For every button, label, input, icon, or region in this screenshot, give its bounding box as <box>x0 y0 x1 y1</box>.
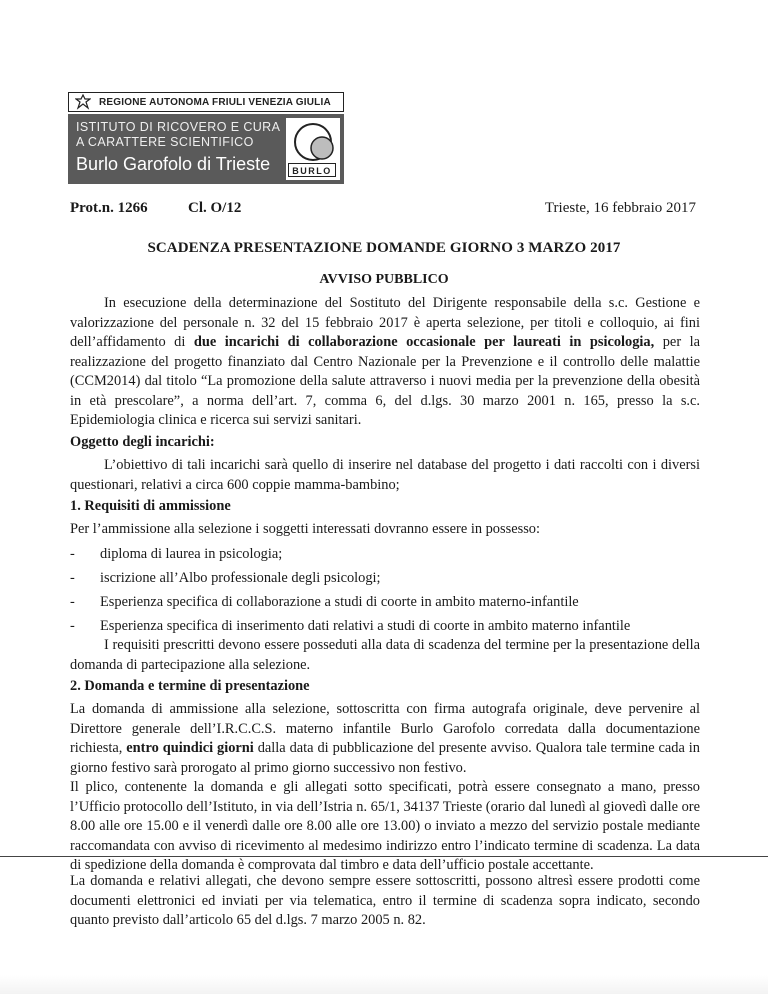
classification: Cl. O/12 <box>188 200 242 216</box>
scan-divider <box>0 856 768 857</box>
section-1-title: 1. Requisiti di ammissione <box>70 498 231 514</box>
protocol-number: Prot.n. 1266 <box>70 200 148 216</box>
notice-title: AVVISO PUBBLICO <box>319 272 449 287</box>
institute-line-2: A CARATTERE SCIENTIFICO <box>76 135 254 149</box>
oggetto-text: L’obiettivo di tali incarichi sarà quello di inserire nel database del progetto i dati raccolti con i diversi questionari, relativi a circa 600 coppie mamma-bambino; <box>70 457 700 493</box>
scan-shadow <box>0 975 768 994</box>
section-2-paragraph-3: La domanda e relativi allegati, che devono sempre essere sottoscritti, possono altresì essere prodotti come documenti elettronici ed inviati per via telematica, entro il termine di scadenza sopra indicato, secondo quanto previsto dall’articolo 65 del d.lgs. 7 marzo 2005 n. 82. <box>70 873 700 928</box>
intro-text-2: per la realizzazione del progetto finanziato dal Centro Nazionale per la Prevenzione e il controllo delle malattie (CCM2014) dal titolo “La promozione della salute attraverso i nuovi media per la prevenzione della obesità in età prescolare”, a norma dell’art. 7, comma 6, del d.lgs. 30 marzo 2001 n. 165, presso la s.c. Epidemiologia clinica e ricerca sui servizi sanitari. <box>70 334 700 428</box>
oggetto-title: Oggetto degli incarichi: <box>70 434 215 450</box>
institution-logo <box>68 92 344 184</box>
intro-bold: due incarichi di collaborazione occasionale per laureati in psicologia, <box>193 334 655 350</box>
institute-line-1: ISTITUTO DI RICOVERO E CURA <box>76 120 281 134</box>
section-2-text-1: La domanda di ammissione alla selezione, sottoscritta con firma autografa originale, deve pervenire al Direttore generale dell’I.R.C.C.S. materno infantile Burlo Garofolo corredata dalla documentazione richiesta, <box>70 701 700 756</box>
section-2-title: 2. Domanda e termine di presentazione <box>70 678 310 694</box>
region-banner <box>68 92 344 112</box>
region-name: REGIONE AUTONOMA FRIULI VENEZIA GIULIA <box>99 96 331 108</box>
section-2-paragraph-2: Il plico, contenente la domanda e gli allegati sotto specificati, potrà essere consegnato a mano, presso l’Ufficio protocollo dell’Istituto, in via dell’Istria n. 65/1, 34137 Trieste (orario dal lunedì al giovedì dalle ore 8.00 alle ore 15.00 e il venerdì dalle ore 8.00 alle ore 13.00) o inviato a mezzo del servizio postale mediante raccomandata con avviso di ricevimento al medesimo indirizzo entro l’indicato termine di scadenza. La data di spedizione della domanda è comprovata dal timbro e data dell’ufficio postale accettante. <box>70 779 700 873</box>
regional-crest-icon <box>73 93 93 111</box>
document-date: Trieste, 16 febbraio 2017 <box>544 200 696 216</box>
hospital-name: Burlo Garofolo di Trieste <box>76 154 271 174</box>
section-1-closing: I requisiti prescritti devono essere posseduti alla data di scadenza del termine per la presentazione della domanda di partecipazione alla selezione. <box>70 637 700 673</box>
deadline-heading: SCADENZA PRESENTAZIONE DOMANDE GIORNO 3 MARZO 2017 <box>147 240 621 256</box>
section-2-bold: entro quindici giorni <box>126 740 254 756</box>
institute-panel <box>68 114 344 184</box>
document-page: REGIONE AUTONOMA FRIULI VENEZIA GIULIA ISTITUTO DI RICOVERO E CURA A CARATTERE SCIENTIFICO Burlo Garofolo di Trieste BURLO Prot.n. 1266 Cl. O/12 Trieste, 16 febbraio 2017 SCADENZA PRESENTAZIONE DOMANDE GIORNO 3 MARZO 2017 AVVISO PUBBLICO In esecuzione della determinazione del Sostituto del Dirigente responsabile della s.c. Gestione e valorizzazione del personale n. 32 del 15 febbraio 2017 è aperta selezione, per titoli e colloquio, ai fini dell’affidamento di due incarichi di collaborazione occasionale per laureati in psicologia, per la realizzazione del progetto finanziato dal Centro Nazionale per la Prevenzione e il controllo delle malattie (CCM2014) dal titolo “La promozione della salute attraverso i nuovi media per la prevenzione della obesità in età prescolare”, a norma dell’art. 7, comma 6, del d.lgs. 30 marzo 2001 n. 165, presso la s.c. Epidemiologia clinica e ricerca sui servizi sanitari. Oggetto degli incarichi: L’obiettivo di tali incarichi sarà quello di inserire nel database del progetto i dati raccolti con i diversi questionari, relativi a circa 600 coppie mamma-bambino; 1. Requisiti di ammissione Per l’ammissione alla selezione i soggetti interessati dovranno essere in possesso: - diploma di laurea in psicologia; - iscrizione all’Albo professionale degli psicologi; - Esperienza specifica di collaborazione a studi di coorte in ambito materno-infantile - Esperienza specifica di inserimento dati relativi a studi di coorte in ambito materno infantile I requisiti prescritti devono essere posseduti alla data di scadenza del termine per la presentazione della domanda di partecipazione alla selezione. 2. Domanda e termine di presentazione La domanda di ammissione alla selezione, sottoscritta con firma autografa originale, deve pervenire al Direttore generale dell’I.R.C.C.S. materno infantile Burlo Garofolo corredata dalla documentazione richiesta, entro quindici giorni dalla data di pubblicazione del presente avviso. Qualora tale termine cada in giorno festivo sarà prorogato al primo giorno successivo non festivo. Il plico, contenente la domanda e gli allegati sotto specificati, potrà essere consegnato a mano, presso l’Ufficio protocollo dell’Istituto, in via dell’Istria n. 65/1, 34137 Trieste (orario dal lunedì al giovedì dalle ore 8.00 alle ore 15.00 e il venerdì dalle ore 8.00 alle ore 13.00) o inviato a mezzo del servizio postale mediante raccomandata con avviso di ricevimento al medesimo indirizzo entro l’indicato termine di scadenza. La data di spedizione della domanda è comprovata dal timbro e data dell’ufficio postale accettante. La domanda e relativi allegati, che devono sempre essere sottoscritti, possono altresì essere prodotti come documenti elettronici ed inviati per via telematica, entro il termine di scadenza sopra indicato, secondo quanto previsto dall’articolo 65 del d.lgs. 7 marzo 2005 n. 82. <box>0 0 768 994</box>
section-2-paragraph-1 <box>70 700 700 778</box>
brand-label: BURLO <box>288 163 336 177</box>
section-1-intro: Per l’ammissione alla selezione i soggetti interessati dovranno essere in possesso: <box>70 521 540 537</box>
section-2-text-2: dalla data di pubblicazione del presente avviso. Qualora tale termine cada in giorno festivo sarà prorogato al primo giorno successivo non festivo. <box>70 740 700 776</box>
intro-text-1: In esecuzione della determinazione del Sostituto del Dirigente responsabile della s.c. Gestione e valorizzazione del personale n. 32 del 15 febbraio 2017 è aperta selezione, per titoli e colloquio, ai fini dell’affidamento di <box>70 295 700 350</box>
intro-paragraph <box>70 294 700 431</box>
